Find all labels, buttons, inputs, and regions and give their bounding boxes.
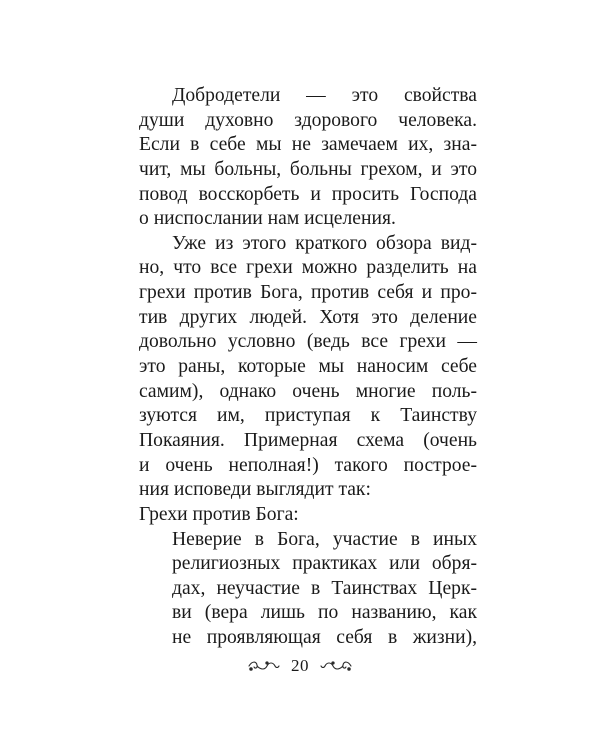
- text-line: Если в себе мы не замечаем их, зна-: [139, 134, 477, 156]
- text-line: зуются им, приступая к Таинству: [139, 405, 477, 427]
- text-line: души духовно здорового человека.: [139, 109, 477, 131]
- text-line: повод восскорбеть и просить Господа: [139, 183, 477, 205]
- text-line: Покаяния. Примерная схема (очень: [139, 429, 477, 451]
- flourish-ornament-icon: [319, 659, 353, 673]
- body-text: [139, 84, 477, 651]
- text-line: довольно условно (ведь все грехи —: [139, 331, 477, 353]
- list-text-line: ви (вера лишь по названию, как: [172, 602, 477, 624]
- text-line: но, что все грехи можно разделить на: [139, 257, 477, 279]
- flourish-ornament-icon: [247, 659, 281, 673]
- text-line: чит, мы больны, больны грехом, и это: [139, 158, 477, 180]
- text-line: и очень неполная!) такого построе-: [139, 454, 477, 476]
- list-text-line: Неверие в Бога, участие в иных: [172, 528, 477, 550]
- page-footer: [0, 654, 600, 678]
- text-line: ния исповеди выглядит так:: [139, 479, 371, 501]
- text-line: о ниспослании нам исцеления.: [139, 208, 396, 230]
- text-line: это раны, которые мы наносим себе: [139, 356, 477, 378]
- text-line: самим), однако очень многие поль-: [139, 380, 477, 402]
- text-line: Добродетели — это свойства: [172, 85, 477, 106]
- section-heading: Грехи против Бога:: [139, 503, 299, 525]
- list-text-line: дах, неучастие в Таинствах Церк-: [172, 577, 477, 599]
- text-line: Уже из этого краткого обзора вид-: [172, 232, 477, 254]
- list-text-line: религиозных практиках или обря-: [172, 553, 477, 575]
- page-number: 20: [291, 656, 309, 675]
- text-line: грехи против Бога, против себя и про-: [139, 282, 477, 304]
- list-text-line: не проявляющая себя в жизни),: [172, 627, 477, 649]
- text-line: тив других людей. Хотя это деление: [139, 306, 477, 328]
